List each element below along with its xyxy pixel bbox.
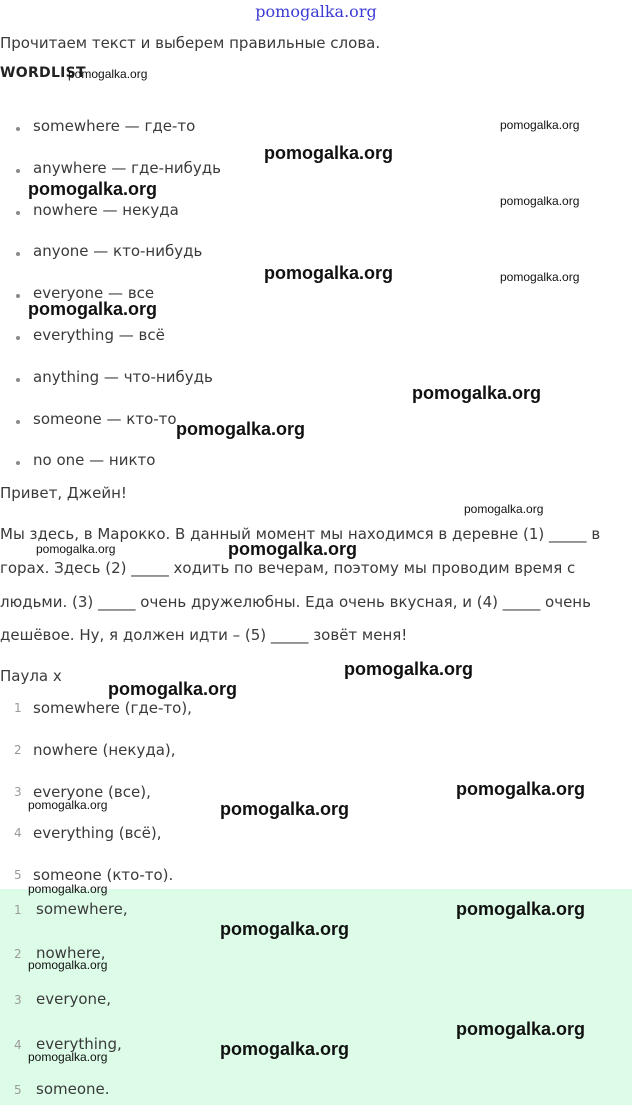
list-item: no one — никто xyxy=(33,451,156,469)
watermark: pomogalka.org xyxy=(412,383,542,403)
watermark: pomogalka.org xyxy=(28,882,108,896)
answer-number: 5 xyxy=(14,868,22,882)
watermark: pomogalka.org xyxy=(264,263,394,283)
watermark: pomogalka.org xyxy=(220,919,350,939)
bullet-icon xyxy=(16,211,20,215)
bullet-icon xyxy=(16,127,20,131)
watermark: pomogalka.org xyxy=(28,958,108,972)
instruction-text: Прочитаем текст и выберем правильные слова. xyxy=(0,34,381,52)
list-item: anywhere — где-нибудь xyxy=(33,159,221,177)
answer-item: everyone (все), xyxy=(33,783,151,801)
answer-number: 3 xyxy=(14,993,22,1007)
answer-item: somewhere, xyxy=(36,900,128,918)
answer-item: someone. xyxy=(36,1080,110,1098)
list-item: everything — всё xyxy=(33,326,165,344)
answer-number: 1 xyxy=(14,701,22,715)
answer-item: everything (всё), xyxy=(33,824,162,842)
watermark: pomogalka.org xyxy=(344,659,474,679)
letter-line: горах. Здесь (2) _____ ходить по вечерам, поэтому мы проводим время с xyxy=(0,559,576,577)
list-item: anything — что-нибудь xyxy=(33,368,213,386)
answer-number: 3 xyxy=(14,785,22,799)
answer-item: everyone, xyxy=(36,990,112,1008)
bullet-icon xyxy=(16,461,20,465)
list-item: someone — кто-то xyxy=(33,410,177,428)
letter-line: людьми. (3) _____ очень дружелюбны. Еда очень вкусная, и (4) _____ очень xyxy=(0,593,591,611)
watermark: pomogalka.org xyxy=(220,1039,350,1059)
watermark: pomogalka.org xyxy=(456,1019,586,1039)
answer-item: somewhere (где-то), xyxy=(33,699,192,717)
list-item: somewhere — где-то xyxy=(33,117,196,135)
answer-item: everything, xyxy=(36,1035,122,1053)
watermark: pomogalka.org xyxy=(456,779,586,799)
watermark: pomogalka.org xyxy=(264,143,394,163)
letter-signature: Паула х xyxy=(0,667,62,685)
letter-line: дешёвое. Ну, я должен идти – (5) _____ зовёт меня! xyxy=(0,626,408,644)
list-item: anyone — кто-нибудь xyxy=(33,242,203,260)
answer-number: 4 xyxy=(14,1038,22,1052)
answer-number: 5 xyxy=(14,1083,22,1097)
watermark: pomogalka.org xyxy=(464,502,544,516)
list-item: everyone — все xyxy=(33,284,155,302)
bullet-icon xyxy=(16,378,20,382)
answer-item: nowhere, xyxy=(36,944,106,962)
watermark: pomogalka.org xyxy=(500,118,580,132)
answer-number: 2 xyxy=(14,743,22,757)
answer-item: someone (кто-то). xyxy=(33,866,174,884)
bullet-icon xyxy=(16,420,20,424)
list-item: nowhere — некуда xyxy=(33,201,179,219)
bullet-icon xyxy=(16,336,20,340)
watermark: pomogalka.org xyxy=(108,679,238,699)
watermark: pomogalka.org xyxy=(500,194,580,208)
letter-line: Мы здесь, в Марокко. В данный момент мы находимся в деревне (1) _____ в xyxy=(0,525,601,543)
bullet-icon xyxy=(16,169,20,173)
watermark: pomogalka.org xyxy=(228,539,358,559)
letter-greeting: Привет, Джейн! xyxy=(0,484,127,502)
watermark: pomogalka.org xyxy=(28,299,158,319)
bullet-icon xyxy=(16,294,20,298)
watermark: pomogalka.org xyxy=(500,270,580,284)
answer-item: nowhere (некуда), xyxy=(33,741,176,759)
wordlist-title: WORDLIST xyxy=(0,65,86,81)
watermark: pomogalka.org xyxy=(68,67,148,81)
bullet-icon xyxy=(16,252,20,256)
header-watermark: pomogalka.org xyxy=(255,2,377,21)
watermark: pomogalka.org xyxy=(456,899,586,919)
watermark: pomogalka.org xyxy=(28,179,158,199)
answer-number: 4 xyxy=(14,826,22,840)
watermark: pomogalka.org xyxy=(28,1050,108,1064)
watermark: pomogalka.org xyxy=(28,798,108,812)
watermark: pomogalka.org xyxy=(220,799,350,819)
answer-number: 1 xyxy=(14,903,22,917)
answer-number: 2 xyxy=(14,947,22,961)
watermark: pomogalka.org xyxy=(36,542,116,556)
watermark: pomogalka.org xyxy=(176,419,306,439)
